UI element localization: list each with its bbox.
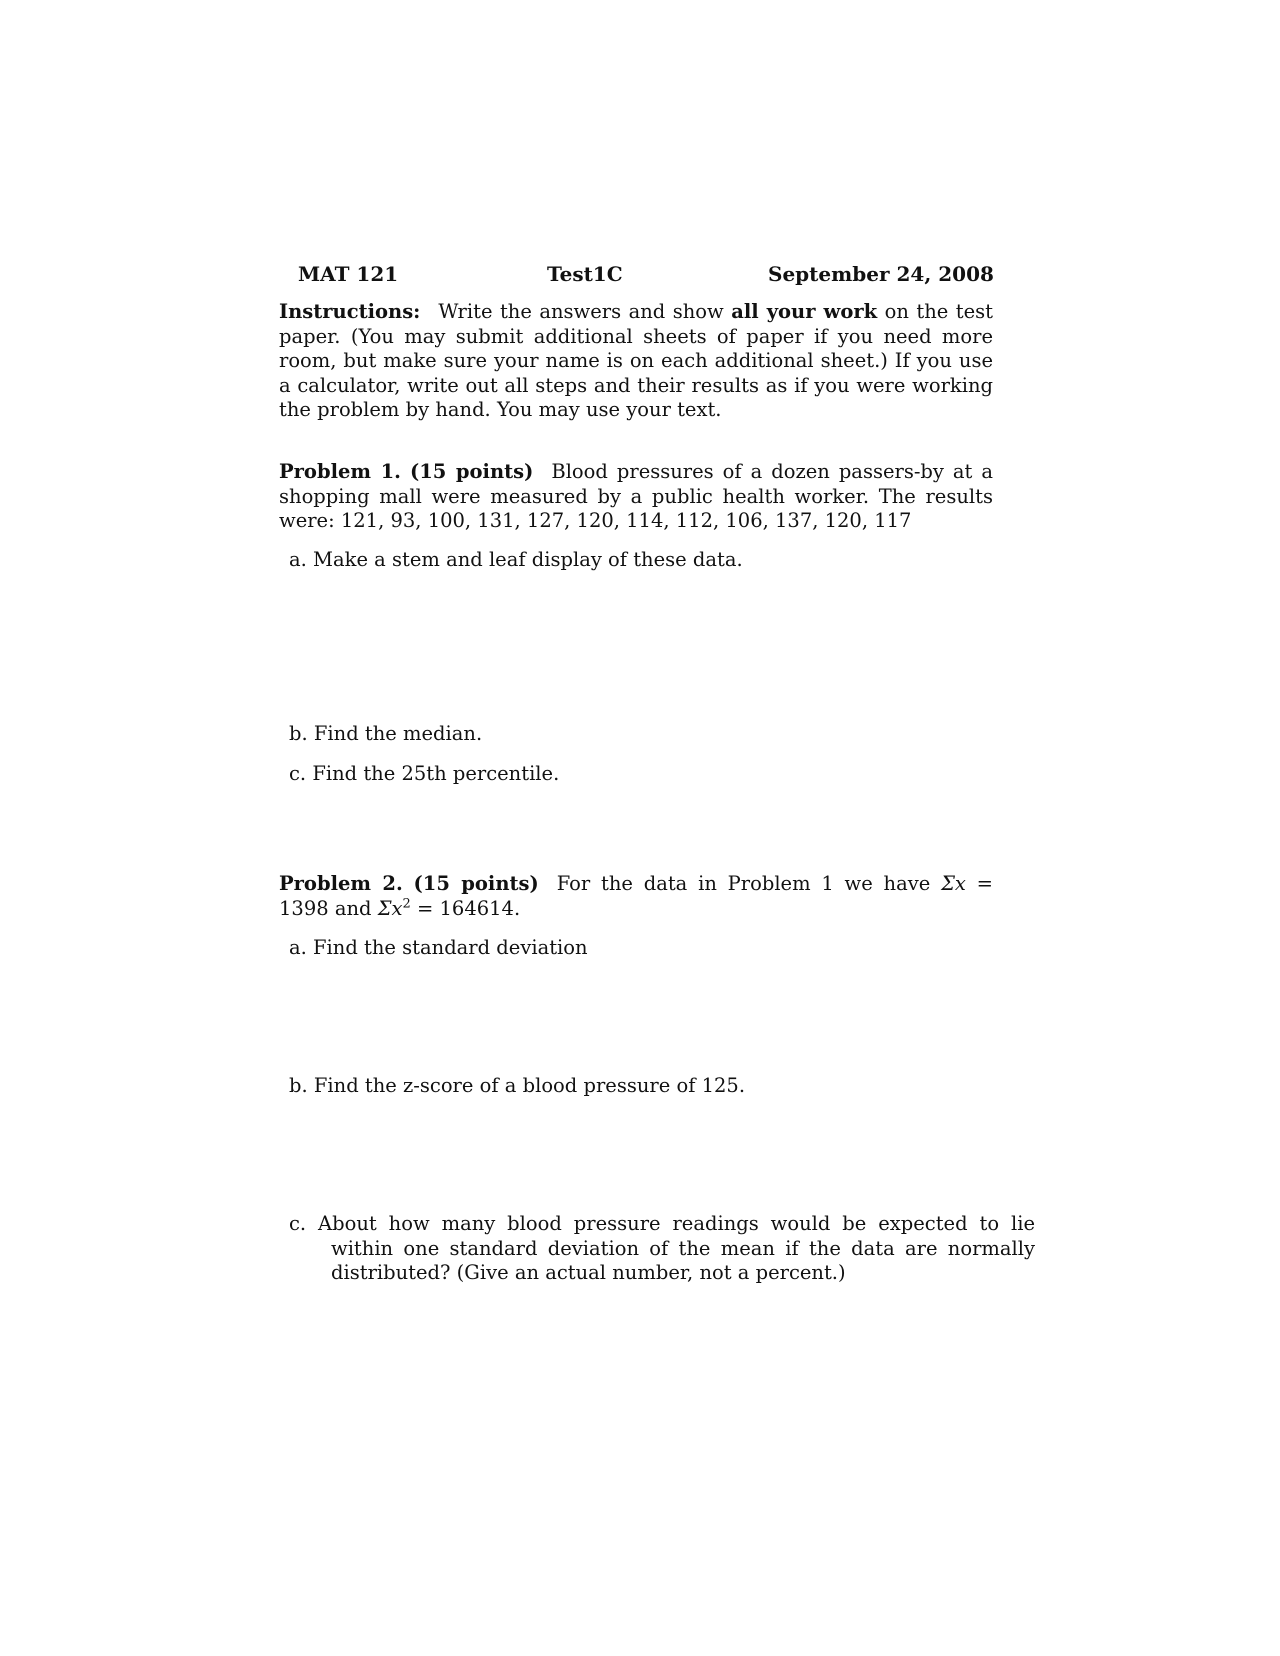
part-text: Find the standard deviation (313, 936, 588, 959)
problem-2 (279, 872, 993, 921)
part-label: b. (289, 722, 308, 745)
problem-2-points: (15 points) (413, 872, 539, 895)
part-label: a. (289, 936, 307, 959)
problem-1-part-c (289, 762, 993, 787)
problem-2-part-b (289, 1074, 993, 1099)
problem-2-part-c (289, 1212, 1035, 1286)
part-label: a. (289, 548, 307, 571)
sum-x: Σx (941, 872, 966, 895)
problem-1-part-b (289, 722, 993, 747)
part-text: Find the median. (313, 722, 483, 745)
part-label: c. (289, 1212, 307, 1235)
instructions-label: Instructions: (279, 300, 421, 323)
problem-1-title: Problem 1. (279, 460, 401, 483)
sum-x2-equation: = 164614. (416, 896, 521, 920)
part-text: Find the 25th percentile. (312, 762, 560, 785)
instructions-text-1: Write the answers and show (438, 300, 724, 323)
instructions-text-2: on the test paper. (You may submit additional sheets of paper if you need more room, but make sure your name is on each additional sheet.) If you use a calculator, write out all steps and their results as if you were working the problem by hand. You may use your text. (279, 300, 993, 421)
problem-2-part-a (289, 936, 993, 961)
test-date: September 24, 2008 (768, 262, 994, 286)
problem-1-points: (15 points) (409, 460, 534, 483)
course-code: MAT 121 (298, 262, 399, 286)
problem-1-text: Blood pressures of a dozen passers-by at a shopping mall were measured by a public health worker. The results were: 121, 93, 100, 131, 127, 120, 114, 112, 106, 137, 120, 117 (279, 460, 993, 532)
problem-1 (279, 460, 993, 534)
problem-1-part-a (289, 548, 993, 573)
part-label: b. (289, 1074, 308, 1097)
instructions (279, 300, 993, 423)
sum-x-equation: = 1398 and (279, 872, 994, 920)
instructions-bold: all your work (731, 300, 878, 323)
part-label: c. (289, 762, 307, 785)
part-text: Make a stem and leaf display of these data. (313, 548, 743, 571)
part-text: About how many blood pressure readings would be expected to lie within one standard deviation of the mean if the data are normally distributed? (Give an actual number, not a percent.) (318, 1212, 1035, 1284)
problem-2-text: For the data in Problem 1 we have (556, 872, 931, 895)
test-name: Test1C (547, 262, 623, 286)
part-text: Find the z-score of a blood pressure of 125. (313, 1074, 746, 1097)
sum-x2-exponent: 2 (402, 896, 411, 911)
problem-2-title: Problem 2. (279, 872, 403, 895)
sum-x2: Σx (377, 896, 403, 920)
